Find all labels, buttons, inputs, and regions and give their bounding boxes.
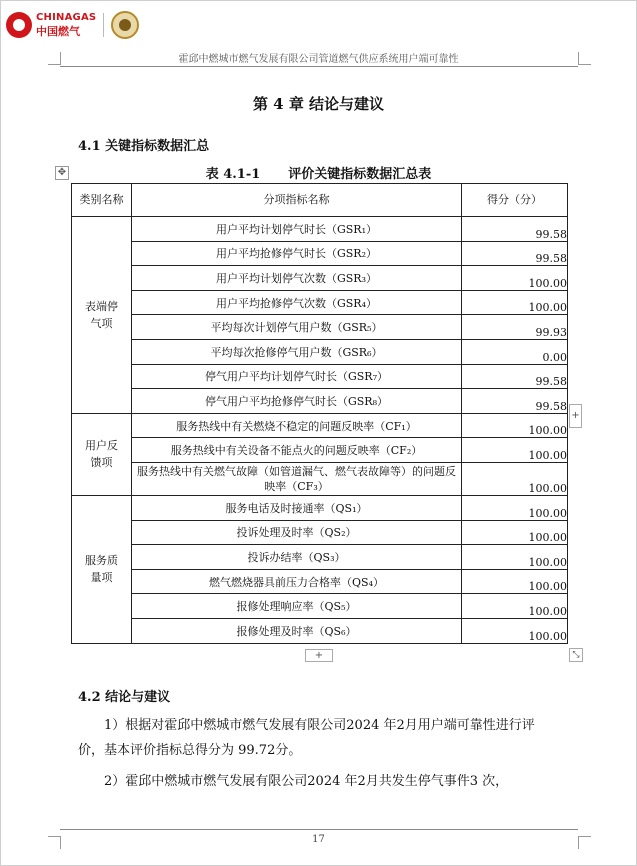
score-cell: 100.00 (462, 520, 568, 545)
indicator-cell: 报修处理及时率（QS₆） (132, 618, 462, 643)
indicator-cell: 服务热线中有关设备不能点火的问题反映率（CF₂） (132, 438, 462, 463)
logo-english: CHINAGAS (36, 12, 97, 23)
indicator-cell: 燃气燃烧器具前压力合格率（QS₄） (132, 569, 462, 594)
add-row-button[interactable]: + (305, 649, 333, 662)
score-cell: 100.00 (462, 495, 568, 520)
indicator-cell: 用户平均抢修停气次数（GSR₄） (132, 290, 462, 315)
chinagas-logo-icon (6, 12, 32, 38)
indicator-cell: 用户平均计划停气时长（GSR₁） (132, 217, 462, 242)
score-cell: 100.00 (462, 618, 568, 643)
indicator-cell: 停气用户平均计划停气时长（GSR₇） (132, 364, 462, 389)
category-cell: 用户反馈项 (72, 413, 132, 495)
score-cell: 99.58 (462, 389, 568, 414)
table-resize-handle[interactable]: ⤡ (569, 648, 583, 662)
footer-rule (60, 829, 578, 830)
logo-divider (103, 13, 104, 37)
score-cell: 100.00 (462, 462, 568, 495)
header-logo (6, 9, 139, 41)
indicator-cell: 投诉处理及时率（QS₂） (132, 520, 462, 545)
score-cell: 99.58 (462, 217, 568, 242)
table-row (72, 618, 568, 643)
score-cell: 99.58 (462, 241, 568, 266)
table-header-row (72, 184, 568, 217)
page-number: 17 (312, 834, 325, 845)
score-cell: 100.00 (462, 413, 568, 438)
table-row (72, 520, 568, 545)
table-move-handle[interactable]: ✥ (55, 166, 69, 180)
score-cell: 100.00 (462, 438, 568, 463)
chapter-title: 第 4 章 结论与建议 (252, 95, 385, 113)
header-category: 类别名称 (72, 184, 132, 217)
indicator-cell: 平均每次计划停气用户数（GSR₅） (132, 315, 462, 340)
seal-emblem-icon (111, 11, 139, 39)
table-row (72, 438, 568, 463)
table-row (72, 217, 568, 242)
indicator-cell: 停气用户平均抢修停气时长（GSR₈） (132, 389, 462, 414)
conclusion-paragraph-1: 1）根据对霍邱中燃城市燃气发展有限公司2024 年2月用户端可靠性进行评价，基本评价指标总得分为 99.72分。 (78, 718, 535, 758)
section-title-4-1: 4.1 关键指标数据汇总 (78, 139, 210, 154)
score-cell: 100.00 (462, 545, 568, 570)
table-row (72, 495, 568, 520)
score-cell: 100.00 (462, 290, 568, 315)
table-row (72, 413, 568, 438)
table-row (72, 462, 568, 495)
section-title-4-2: 4.2 结论与建议 (78, 690, 171, 705)
indicator-cell: 用户平均计划停气次数（GSR₃） (132, 266, 462, 291)
header-indicator: 分项指标名称 (132, 184, 462, 217)
table-row (72, 569, 568, 594)
table-row (72, 364, 568, 389)
conclusion-paragraph-2: 2）霍邱中燃城市燃气发展有限公司2024 年2月共发生停气事件3 次， (104, 774, 509, 789)
table-row (72, 315, 568, 340)
indicator-cell: 平均每次抢修停气用户数（GSR₆） (132, 339, 462, 364)
table-row (72, 290, 568, 315)
header-score: 得分（分） (462, 184, 568, 217)
indicator-cell: 服务电话及时接通率（QS₁） (132, 495, 462, 520)
score-cell: 99.58 (462, 364, 568, 389)
score-cell: 100.00 (462, 594, 568, 619)
table-row (72, 339, 568, 364)
logo-chinese: 中国燃气 (36, 25, 80, 38)
table-row (72, 594, 568, 619)
table-row (72, 266, 568, 291)
category-cell: 服务质量项 (72, 495, 132, 643)
table-caption-text: 评价关键指标数据汇总表 (288, 167, 432, 182)
indicator-cell: 服务热线中有关燃烧不稳定的问题反映率（CF₁） (132, 413, 462, 438)
indicator-table (71, 183, 568, 644)
score-cell: 100.00 (462, 266, 568, 291)
header-rule (60, 66, 578, 67)
indicator-cell: 投诉办结率（QS₃） (132, 545, 462, 570)
add-column-button[interactable]: + (569, 404, 582, 428)
indicator-cell: 服务热线中有关燃气故障（如管道漏气、燃气表故障等）的问题反映率（CF₃） (132, 462, 462, 495)
score-cell: 100.00 (462, 569, 568, 594)
indicator-cell: 报修处理响应率（QS₅） (132, 594, 462, 619)
score-cell: 99.93 (462, 315, 568, 340)
table-row (72, 241, 568, 266)
indicator-cell: 用户平均抢修停气时长（GSR₂） (132, 241, 462, 266)
category-cell: 表端停气项 (72, 217, 132, 414)
table-caption-number: 表 4.1-1 (205, 167, 261, 182)
running-header: 霍邱中燃城市燃气发展有限公司管道燃气供应系统用户端可靠性 (178, 54, 459, 65)
score-cell: 0.00 (462, 339, 568, 364)
table-row (72, 545, 568, 570)
table-row (72, 389, 568, 414)
table-caption (0, 163, 637, 182)
